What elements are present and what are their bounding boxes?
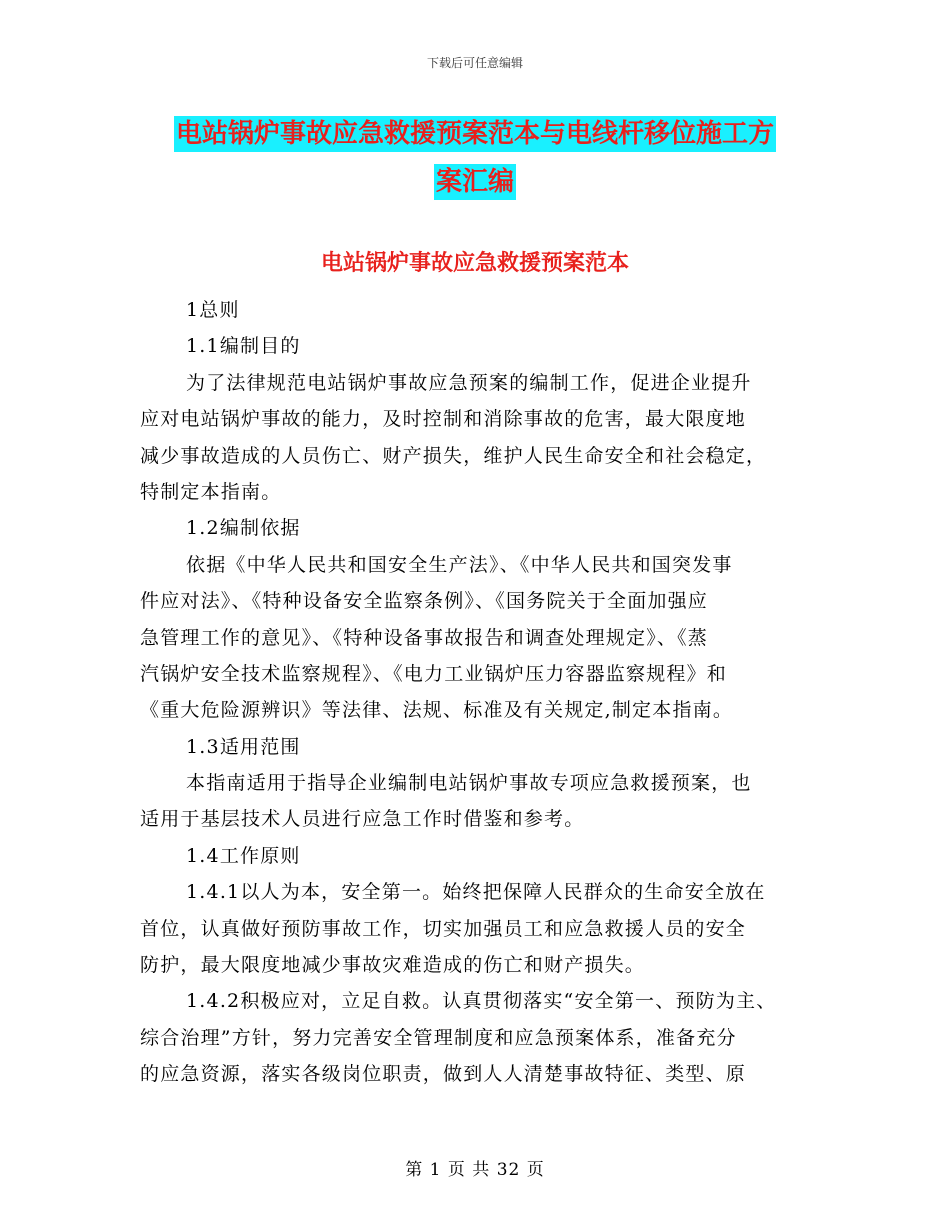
paragraph-line: 依据《中华人民共和国安全生产法》、《中华人民共和国突发事: [186, 553, 733, 576]
document-title: [140, 110, 810, 206]
paragraph-line: 1.4.1以人为本，安全第一。始终把保障人民群众的生命安全放在: [186, 881, 766, 904]
paragraph-line: 首位，认真做好预防事故工作，切实加强员工和应急救援人员的安全: [140, 917, 747, 940]
page-header: 下载后可任意编辑: [426, 56, 523, 70]
paragraph-line: 综合治理”方针，努力完善安全管理制度和应急预案体系，准备充分: [140, 1026, 737, 1049]
paragraph-line: 1.4.2积极应对，立足自救。认真贯彻落实“安全第一、预防为主、: [186, 990, 777, 1013]
heading-basis: 1.2编制依据: [186, 517, 301, 540]
heading-scope: 1.3适用范围: [186, 735, 301, 758]
heading-principles: 1.4工作原则: [186, 844, 301, 867]
heading-purpose: 1.1编制目的: [186, 335, 301, 358]
paragraph-line: 适用于基层技术人员进行应急工作时借鉴和参考。: [140, 808, 585, 831]
heading-general: 1总则: [186, 299, 240, 321]
paragraph-line: 特制定本指南。: [140, 480, 282, 503]
body-text: [140, 292, 840, 1093]
paragraph-line: 为了法律规范电站锅炉事故应急预案的编制工作，促进企业提升: [186, 371, 752, 394]
paragraph-line: 防护，最大限度地减少事故灾难造成的伤亡和财产损失。: [140, 954, 646, 977]
paragraph-line: 应对电站锅炉事故的能力，及时控制和消除事故的危害，最大限度地: [140, 408, 747, 431]
paragraph-line: 减少事故造成的人员伤亡、财产损失，维护人民生命安全和社会稳定，: [140, 444, 767, 467]
paragraph-line: 件应对法》、《特种设备安全监察条例》、《国务院关于全面加强应: [140, 590, 709, 613]
paragraph-line: 本指南适用于指导企业编制电站锅炉事故专项应急救援预案，也: [186, 772, 752, 795]
paragraph-line: 的应急资源，落实各级岗位职责，做到人人清楚事故特征、类型、原: [140, 1063, 747, 1086]
page-number-footer: 第 1 页 共 32 页: [405, 1160, 545, 1180]
paragraph-line: 急管理工作的意见》、《特种设备事故报告和调查处理规定》、《蒸: [140, 626, 709, 649]
section-title: 电站锅炉事故应急救援预案范本: [320, 251, 629, 276]
paragraph-line: 《重大危险源辨识》等法律、法规、标准及有关规定,制定本指南。: [140, 699, 734, 722]
paragraph-line: 汽锅炉安全技术监察规程》、《电力工业锅炉压力容器监察规程》和: [140, 662, 728, 685]
document-title-line-2: 案汇编: [434, 164, 516, 200]
document-title-line-1: 电站锅炉事故应急救援预案范本与电线杆移位施工方: [174, 116, 776, 152]
